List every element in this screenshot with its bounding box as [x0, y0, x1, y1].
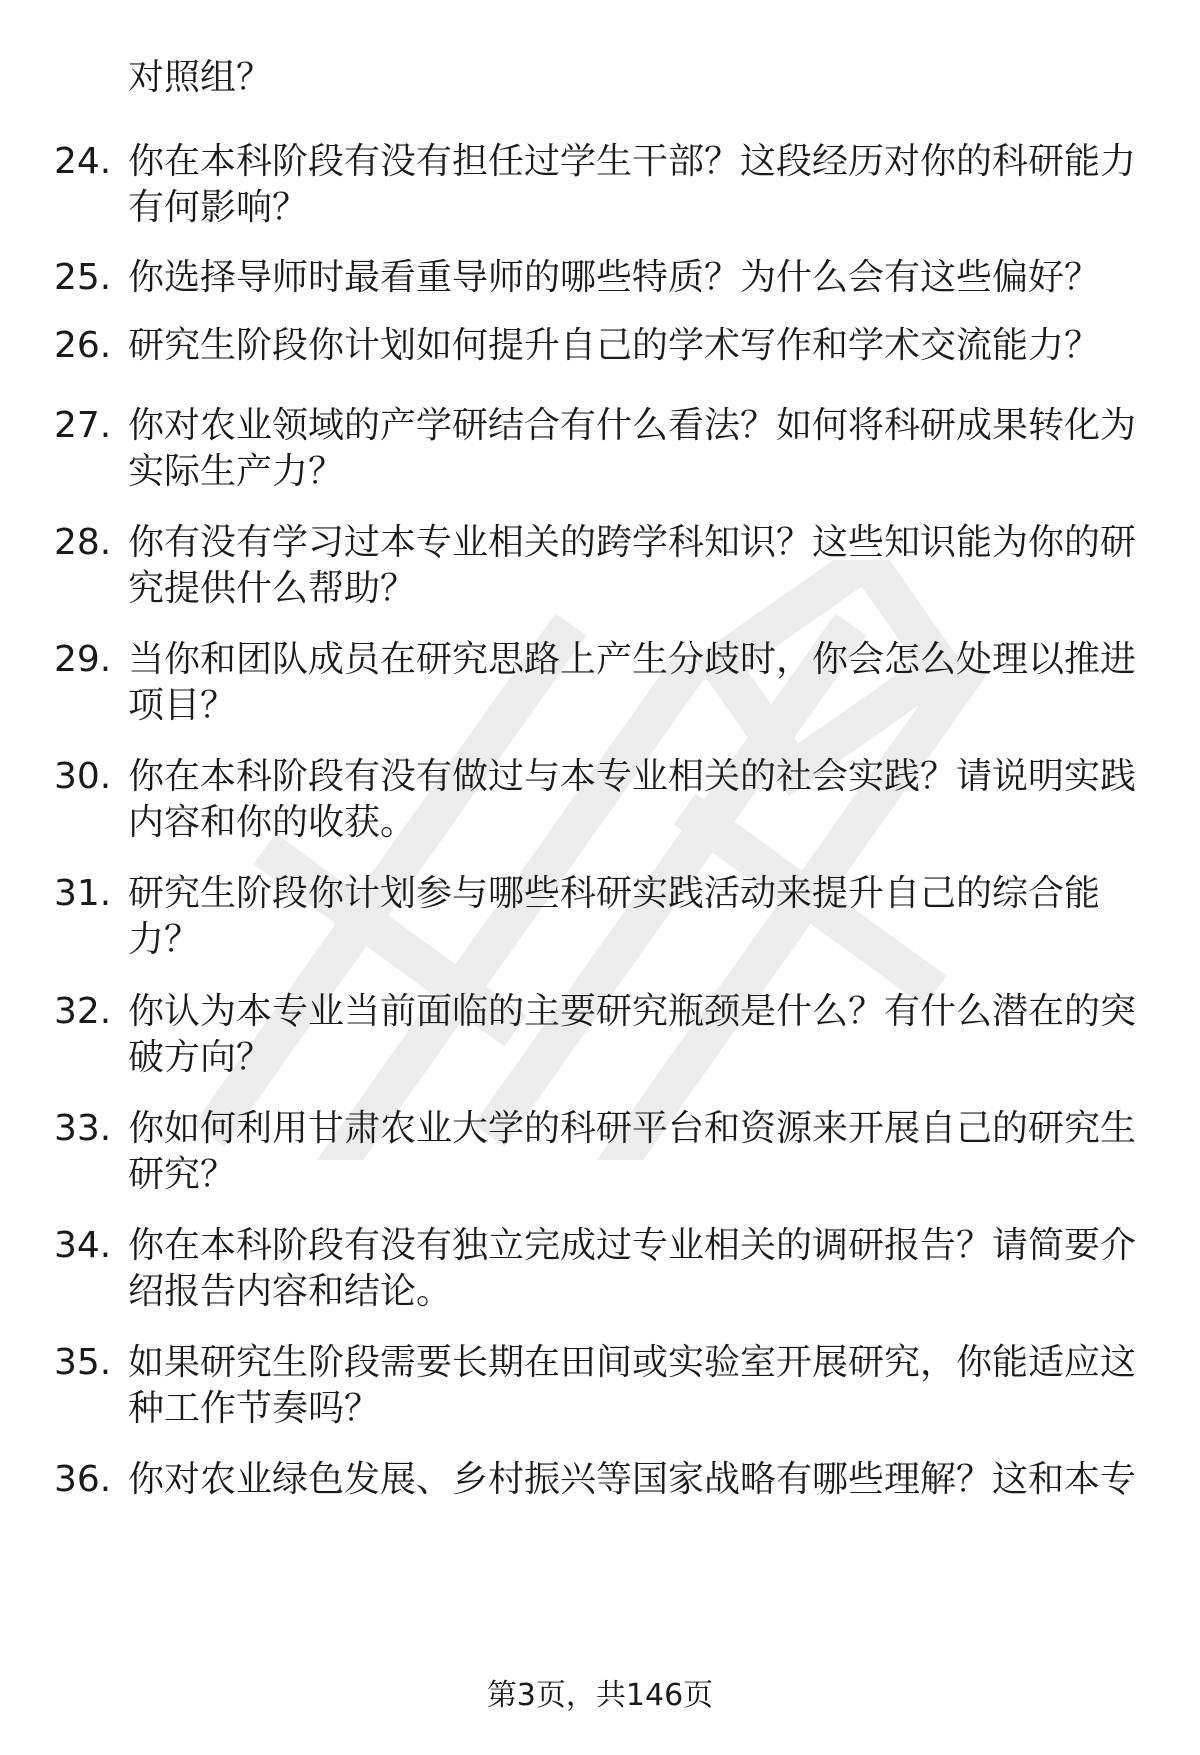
question-text-line2: 内容和你的收获。 — [128, 802, 417, 843]
question-text-line1: 你选择导师时最看重导师的哪些特质？为什么会有这些偏好？ — [128, 257, 1101, 298]
question-text-line1: 你在本科阶段有没有独立完成过专业相关的调研报告？请简要介 — [128, 1225, 1137, 1266]
question-number: 36. — [54, 1459, 112, 1500]
question-number: 29. — [54, 639, 112, 680]
question-text-line2: 有何影响？ — [128, 187, 309, 228]
question-text-line2: 实际生产力？ — [128, 451, 345, 492]
question-text-line1: 你在本科阶段有没有担任过学生干部？这段经历对你的科研能力 — [128, 141, 1137, 182]
question-number: 28. — [54, 522, 112, 563]
question-text-line1: 研究生阶段你计划如何提升自己的学术写作和学术交流能力？ — [128, 325, 1101, 366]
question-text-line1: 你如何利用甘肃农业大学的科研平台和资源来开展自己的研究生 — [128, 1108, 1137, 1149]
question-text-line1: 你对农业绿色发展、乡村振兴等国家战略有哪些理解？这和本专 — [128, 1459, 1137, 1500]
question-text-line1: 你在本科阶段有没有做过与本专业相关的社会实践？请说明实践 — [128, 756, 1137, 797]
question-number: 24. — [54, 141, 112, 182]
question-number: 26. — [54, 325, 112, 366]
question-text-line2: 种工作节奏吗？ — [128, 1388, 381, 1429]
question-number: 25. — [54, 257, 112, 298]
question-text-line2: 研究？ — [128, 1154, 237, 1195]
question-number: 31. — [54, 873, 112, 914]
question-number: 30. — [54, 756, 112, 797]
question-number: 35. — [54, 1342, 112, 1383]
question-text-line2: 究提供什么帮助？ — [128, 568, 417, 609]
question-text-line1: 当你和团队成员在研究思路上产生分歧时，你会怎么处理以推进 — [128, 639, 1137, 680]
question-text-line2: 力？ — [128, 919, 201, 960]
question-text-line1: 你认为本专业当前面临的主要研究瓶颈是什么？有什么潜在的突 — [128, 991, 1137, 1032]
question-text-line1: 你对农业领域的产学研结合有什么看法？如何将科研成果转化为 — [128, 405, 1137, 446]
question-text-line1: 研究生阶段你计划参与哪些科研实践活动来提升自己的综合能 — [128, 873, 1101, 914]
question-number: 33. — [54, 1108, 112, 1149]
question-text-line2: 绍报告内容和结论。 — [128, 1271, 453, 1312]
continuation-text: 对照组？ — [128, 57, 273, 98]
question-number: 27. — [54, 405, 112, 446]
page-footer: 第3页，共146页 — [486, 1678, 714, 1713]
question-number: 32. — [54, 991, 112, 1032]
question-text-line1: 你有没有学习过本专业相关的跨学科知识？这些知识能为你的研 — [128, 522, 1137, 563]
question-text-line2: 项目？ — [128, 685, 237, 726]
question-text-line2: 破方向？ — [128, 1037, 273, 1078]
question-number: 34. — [54, 1225, 112, 1266]
question-text-line1: 如果研究生阶段需要长期在田间或实验室开展研究，你能适应这 — [128, 1342, 1137, 1383]
